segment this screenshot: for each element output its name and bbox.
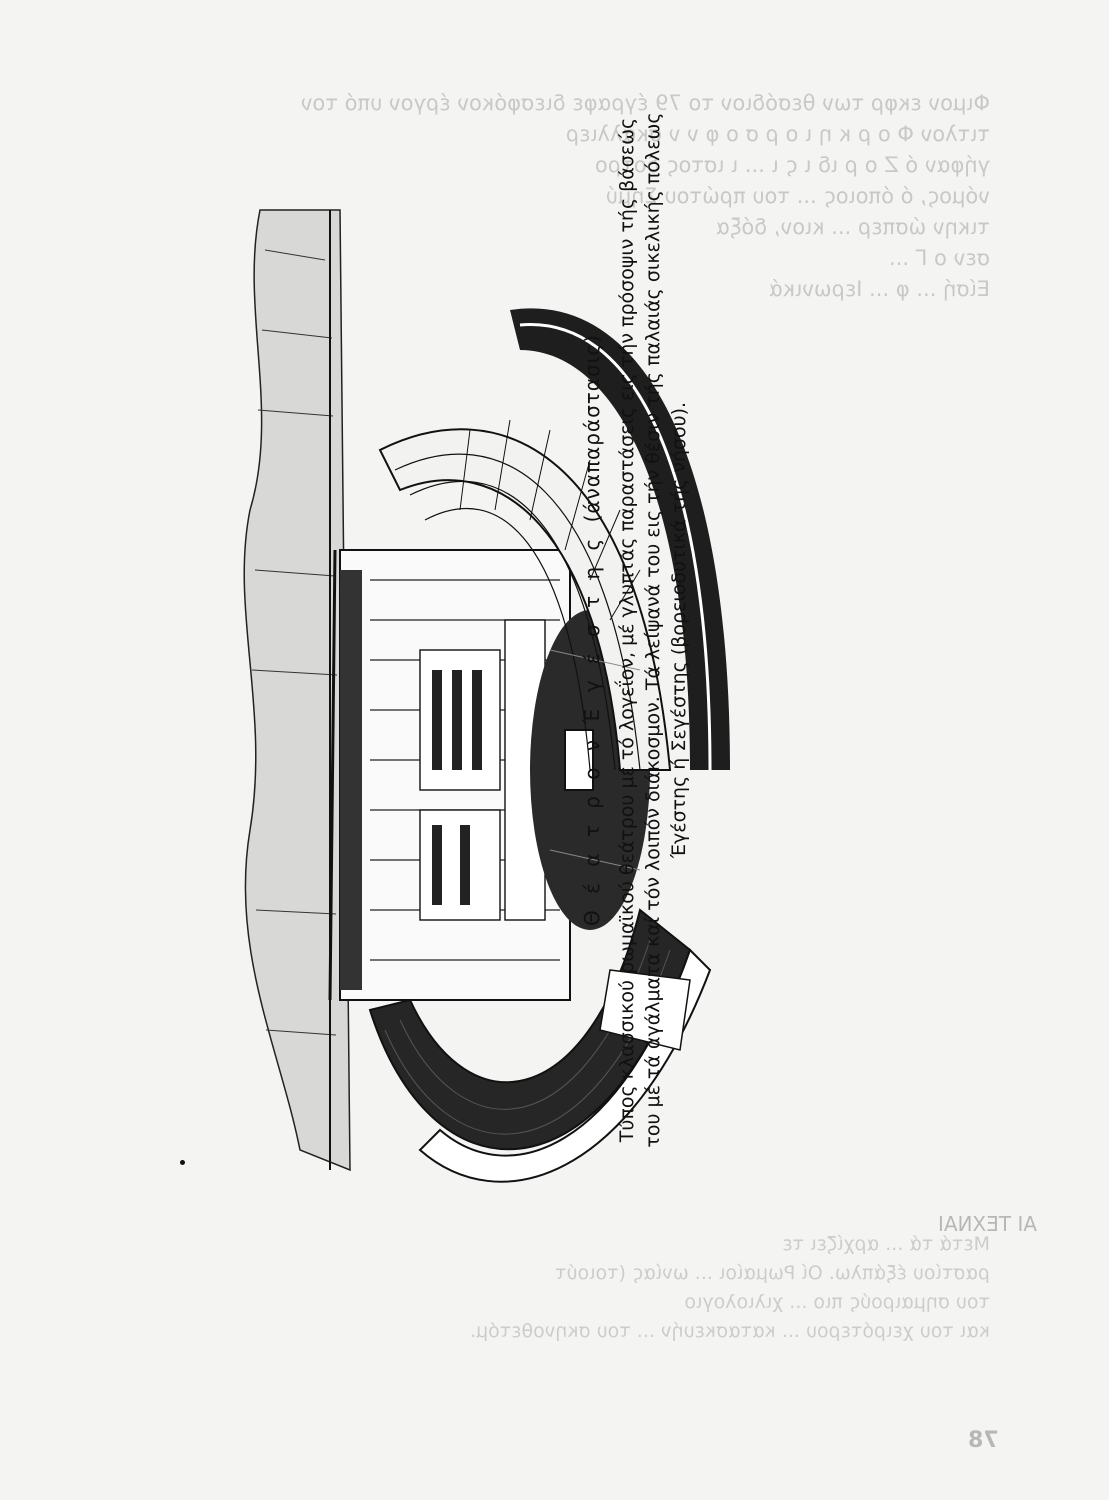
reverse-page-bleed-heading: ΑΙ ΤΕΧΝΑΙ — [938, 1212, 1038, 1236]
caption-title-note: (άναπαράστασις) — [580, 334, 604, 523]
figure-caption — [580, 100, 692, 1160]
caption-body: Τύπος κλασσικού ρωμαϊκού θεάτρου μέ τό λογεΐον, μέ γλυπτάς παραστάσεις εις τήν πρόσοψιν τής βάσεώς του μέ τά άγάλματα καί τόν λοιπόν διάκοσμον. Τά λείψανά του εις τήν θέσιν τής παλαιάς σικελικής πόλεως Έγέστης ή Σεγέστης (βορειοδυτικά τής νήσου). — [616, 112, 690, 1148]
reverse-page-bleed-bottom: Μετά τά ... αρχίζει τε ραστίου έξάπλω. Οί Ρωμαίοι ... ωνίας (τοιούτ του σημαιρούς πιο ... χιλιολογιο και του χειρότερου ... κατασκευήν ... του σκηνοθετόμ. — [470, 1233, 990, 1342]
reverse-page-number: 78 — [968, 1428, 999, 1453]
caption-title-text: Θ έ α τ ρ ο ν Έ γ έ σ τ η ς — [580, 533, 604, 926]
ink-dot — [180, 1160, 185, 1165]
reverse-page-bleed-top: Φιμον εκφρ των θεσόδιον το 79 έγραφε διεσφόκον έργον υπό τον τιτλον Φ ο ρ κ η ι ο ρ σ ο φ ν ν σκαλλιερ γήφαν ό Ζ ο ρ ιδ ι ς ι ... ι ιστος δοτρο νόμος, ό όποιος ... του πρώτου Σημύ τικην ώσπερ ... κιον, δόξα σεν ο Γ ... Είσή ... φ ... Ιερωνικά — [300, 91, 990, 301]
caption-title — [580, 100, 604, 1160]
